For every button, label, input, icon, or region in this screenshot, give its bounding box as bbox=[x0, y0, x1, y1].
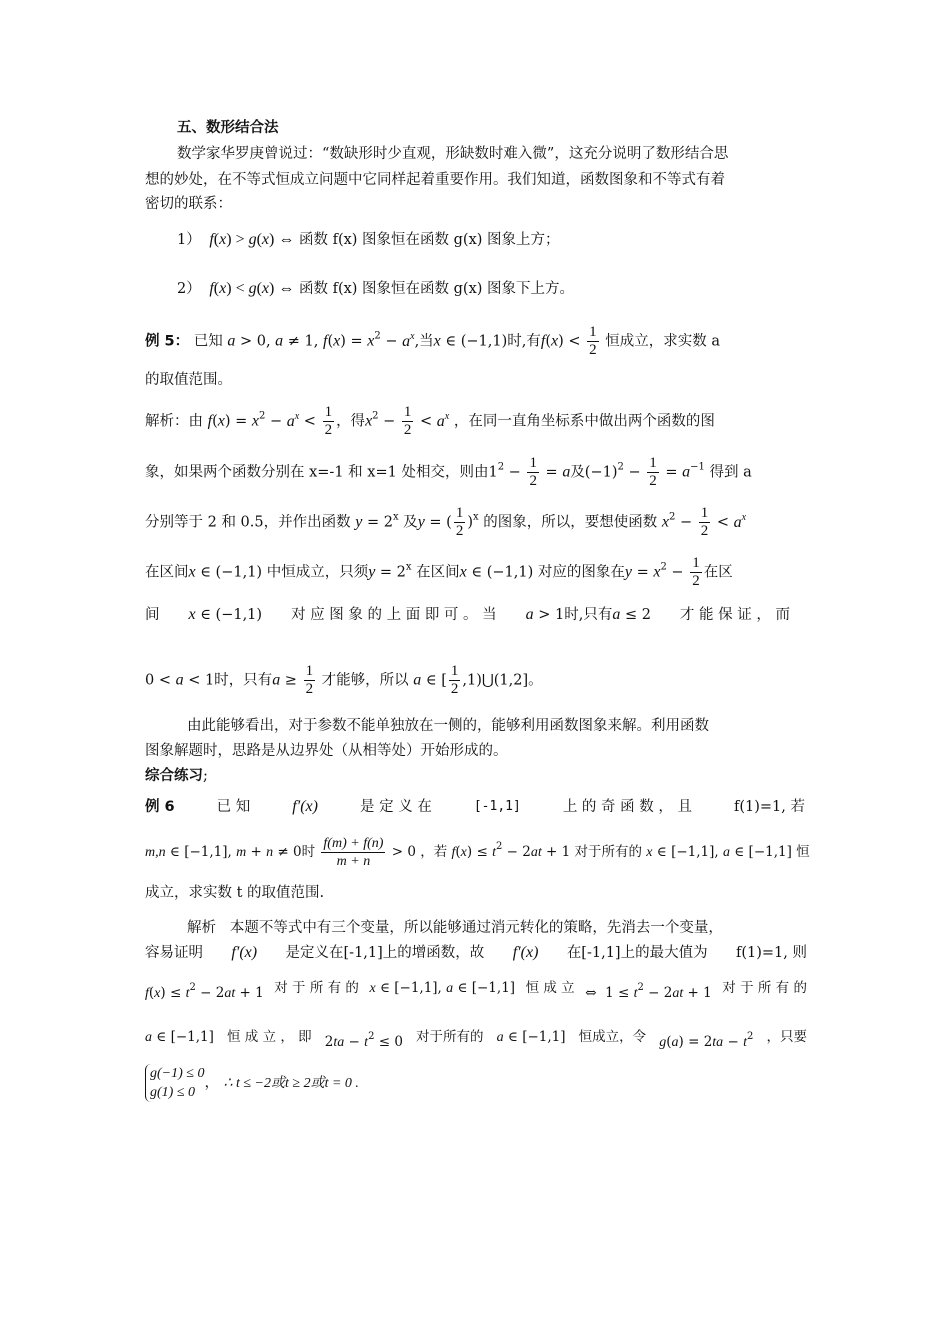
rule-1-number: 1） bbox=[177, 232, 201, 248]
rule-2-number: 2） bbox=[177, 281, 201, 297]
example-6-solution-4: a ∈ [−1,1] 恒 成 立 ， 即 $2ta - t^2 \le 0$ 对于所有的 a ∈ [−1,1] 恒成立，令 $g(a) = 2ta - t^2$ ，只要 bbox=[145, 1029, 807, 1050]
summary-line-1: 由此能够看出，对于参数不能单独放在一侧的，能够利用函数图象来解。利用函数 bbox=[187, 718, 709, 734]
practice-heading: 综合练习; bbox=[145, 768, 208, 784]
example-5-line-2: 的取值范围。 bbox=[145, 372, 232, 388]
example-6-statement-2: m,n ∈ [−1,1], m + n ≠ 0时 $\frac{f(m) + f(n)}{m + n}$ > 0 ，若 $f(x) \le t^2 - 2at + 1$ 对于所有的 x ∈ [−1,1], a ∈ [−1,1] 恒 bbox=[145, 836, 810, 869]
section-heading: 五、数形结合法 bbox=[177, 120, 279, 136]
example-5-solution-4: 在区间x ∈ (−1,1) 中恒成立，只须$y = 2^x$ 在区间x ∈ (−1,1) 对应的图象在$y = x^2$ − $\frac{1}{2}$ 在区 bbox=[145, 555, 733, 589]
equation-system: g(−1) ≤ 0 g(1) ≤ 0 bbox=[145, 1064, 204, 1102]
summary-line-2: 图象解题时，思路是从边界处（从相等处）开始形成的。 bbox=[145, 743, 508, 759]
example-5-solution-3: 分别等于 2 和 0.5，并作出函数 $y = 2^x$ 及y = ( $\frac{1}{2}$ )$^x$ 的图象，所以，要想使函数 $x^2$ − $\frac{1}{2}$ < $a^x$ bbox=[145, 505, 747, 539]
rule-2-text: 函数 f(x) 图象恒在函数 g(x) 图象下上方。 bbox=[298, 281, 575, 297]
example-5-statement: 例 5： 已知 a > 0, a ≠ 1, $f(x) = x^2 - a^x$,当x ∈ (−1,1)时,有f(x) < $\frac{1}{2}$ 恒成立，求实数 a bbox=[145, 324, 721, 358]
intro-line-2: 想的妙处，在不等式恒成立问题中它同样起着重要作用。我们知道，函数图象和不等式有着 bbox=[145, 172, 725, 188]
example-5-solution-6: 0 < a < 1时，只有a ≥ $\frac{1}{2}$ 才能够，所以 a ∈ [ $\frac{1}{2}$ ,1)⋃(1,2]。 bbox=[145, 663, 543, 697]
rule-1-text: 函数 f(x) 图象恒在函数 g(x) 图象上方； bbox=[298, 232, 560, 248]
fraction-one-half: $\frac{1}{2}$ bbox=[589, 324, 597, 358]
example-5-solution-2: 象，如果两个函数分别在 x=-1 和 x=1 处相交，则由$1^2$ − $\frac{1}{2}$ = a及$(-1)^2$ − $\frac{1}{2}$ = $a^{-1}$ 得到 a bbox=[145, 455, 752, 489]
example-5-label: 例 5： bbox=[145, 333, 190, 350]
example-6-solution-5: g(−1) ≤ 0 g(1) ≤ 0 ， ∴ t ≤ −2或t ≥ 2或t = 0 . bbox=[145, 1064, 359, 1103]
rule-1: 1） f(x) > g(x) ⇔ 函数 f(x) 图象恒在函数 g(x) 图象上方； bbox=[177, 231, 560, 248]
intro-line-1: 数学家华罗庚曾说过：“数缺形时少直观，形缺数时难入微”，这充分说明了数形结合思 bbox=[177, 146, 729, 162]
example-5-solution-5: 间 x ∈ (−1,1) 对 应 图 象 的 上 面 即 可 。 当 a > 1时,只有a ≤ 2 才 能 保 证 ， 而 bbox=[145, 606, 790, 623]
example-6-solution-2: 容易证明 f′(x) 是定义在[-1,1]上的增函数，故 f′(x) 在[-1,1]上的最大值为 f(1)=1, 则 bbox=[145, 944, 807, 961]
example-6-solution-3: $f(x) \le t^2 - 2at + 1$ 对 于 所 有 的 x ∈ [−1,1], a ∈ [−1,1] 恒 成 立 ⇔ $1 \le t^2 - 2at + 1$ 对 于 所 有 的 bbox=[145, 980, 807, 1001]
example-6-solution-1: 解析 本题不等式中有三个变量，所以能够通过消元转化的策略，先消去一个变量， bbox=[187, 920, 723, 936]
rule-1-formula: f bbox=[205, 231, 214, 248]
example-6-statement-3: 成立，求实数 t 的取值范围. bbox=[145, 885, 325, 901]
example-6-statement-1: 例 6 已 知 f′(x) 是 定 义 在 [-1,1] 上 的 奇 函 数 ， 且 f(1)=1, 若 bbox=[145, 798, 805, 815]
intro-line-3: 密切的联系： bbox=[145, 196, 232, 212]
rule-2: 2） f(x) < g(x) ⇔ 函数 f(x) 图象恒在函数 g(x) 图象下上方。 bbox=[177, 280, 575, 297]
rule-2-formula: f bbox=[205, 280, 214, 297]
example-6-label: 例 6 bbox=[145, 799, 175, 815]
example-5-solution-1: 解析：由 $f(x) = x^2 - a^x$ < $\frac{1}{2}$ ，得$x^2$ − $\frac{1}{2}$ < $a^x$ ，在同一直角坐标系中做出两个函数的图 bbox=[145, 404, 715, 438]
